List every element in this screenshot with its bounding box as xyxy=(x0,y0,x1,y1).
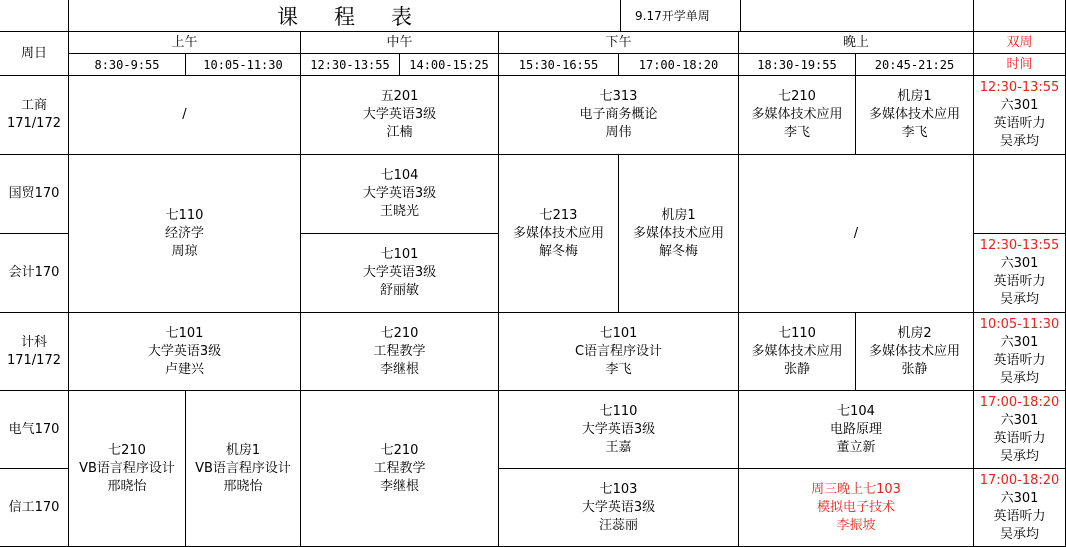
row-label-jike: 计科 171/172 xyxy=(0,313,69,391)
class-cell[interactable]: 七101 大学英语3级 舒丽敏 xyxy=(301,234,499,313)
time-slot: 14:00-15:25 xyxy=(400,54,499,76)
time-slot: 20:45-21:25 xyxy=(856,54,974,76)
time-slot: 10:05-11:30 xyxy=(186,54,301,76)
double-week-cell[interactable] xyxy=(974,155,1066,234)
period-header-noon: 中午 xyxy=(301,32,499,54)
class-cell[interactable]: 七210 多媒体技术应用 李飞 xyxy=(739,76,856,155)
double-week-cell[interactable]: 12:30-13:55 六301 英语听力 吴承均 xyxy=(974,234,1066,313)
row-label-guomao: 国贸170 xyxy=(0,155,69,234)
class-cell[interactable]: 五201 大学英语3级 江楠 xyxy=(301,76,499,155)
double-week-cell[interactable]: 17:00-18:20 六301 英语听力 吴承均 xyxy=(974,391,1066,469)
double-week-cell[interactable]: 12:30-13:55 六301 英语听力 吴承均 xyxy=(974,76,1066,155)
title-right-blank[interactable] xyxy=(741,0,974,32)
time-slot: 18:30-19:55 xyxy=(739,54,856,76)
class-cell[interactable]: 周三晚上七103 模拟电子技术 李振坡 xyxy=(739,469,974,547)
class-cell[interactable]: 七110 经济学 周琼 xyxy=(69,155,301,313)
class-cell[interactable]: 七313 电子商务概论 周伟 xyxy=(499,76,739,155)
class-cell[interactable]: 机房1 多媒体技术应用 解冬梅 xyxy=(619,155,739,313)
corner-header: 周日 xyxy=(0,32,69,76)
class-cell[interactable]: 七104 大学英语3级 王晓光 xyxy=(301,155,499,234)
title-char: 课 xyxy=(277,4,298,29)
time-header: 时间 xyxy=(974,54,1066,76)
class-cell[interactable]: 七101 大学英语3级 卢建兴 xyxy=(69,313,301,391)
double-week-cell[interactable]: 10:05-11:30 六301 英语听力 吴承均 xyxy=(974,313,1066,391)
title-right-blank[interactable] xyxy=(974,0,1066,32)
page-title xyxy=(69,0,621,32)
class-cell[interactable]: 七104 电路原理 董立新 xyxy=(739,391,974,469)
title-left-blank[interactable] xyxy=(0,0,69,32)
period-header-afternoon: 下午 xyxy=(499,32,739,54)
class-cell[interactable]: 七110 多媒体技术应用 张静 xyxy=(739,313,856,391)
class-cell[interactable]: 七210 工程教学 李继根 xyxy=(301,313,499,391)
class-cell[interactable]: 七210 工程教学 李继根 xyxy=(301,391,499,547)
class-cell[interactable]: 七210 VB语言程序设计 邢晓怡 xyxy=(69,391,186,547)
class-cell[interactable]: 机房1 VB语言程序设计 邢晓怡 xyxy=(186,391,301,547)
row-label-xingong: 信工170 xyxy=(0,469,69,547)
class-cell[interactable]: / xyxy=(739,155,974,313)
double-week-cell[interactable]: 17:00-18:20 六301 英语听力 吴承均 xyxy=(974,469,1066,547)
title-char: 程 xyxy=(334,4,355,29)
title-char: 表 xyxy=(391,4,412,29)
class-cell[interactable]: 机房2 多媒体技术应用 张静 xyxy=(856,313,974,391)
time-slot: 8:30-9:55 xyxy=(69,54,186,76)
class-cell[interactable]: 七101 C语言程序设计 李飞 xyxy=(499,313,739,391)
class-cell[interactable]: 七110 大学英语3级 王嘉 xyxy=(499,391,739,469)
row-label-dianqi: 电气170 xyxy=(0,391,69,469)
period-header-evening: 晚上 xyxy=(739,32,974,54)
time-slot: 17:00-18:20 xyxy=(619,54,739,76)
class-cell[interactable]: 机房1 多媒体技术应用 李飞 xyxy=(856,76,974,155)
class-cell[interactable]: 七103 大学英语3级 汪蕊丽 xyxy=(499,469,739,547)
time-slot: 15:30-16:55 xyxy=(499,54,619,76)
class-cell[interactable]: 七213 多媒体技术应用 解冬梅 xyxy=(499,155,619,313)
class-cell[interactable]: / xyxy=(69,76,301,155)
row-label-kuaiji: 会计170 xyxy=(0,234,69,313)
week-note: 9.17开学单周 xyxy=(621,0,741,32)
row-label-gongshang: 工商 171/172 xyxy=(0,76,69,155)
time-slot: 12:30-13:55 xyxy=(301,54,400,76)
period-header-morning: 上午 xyxy=(69,32,301,54)
double-week-header: 双周 xyxy=(974,32,1066,54)
